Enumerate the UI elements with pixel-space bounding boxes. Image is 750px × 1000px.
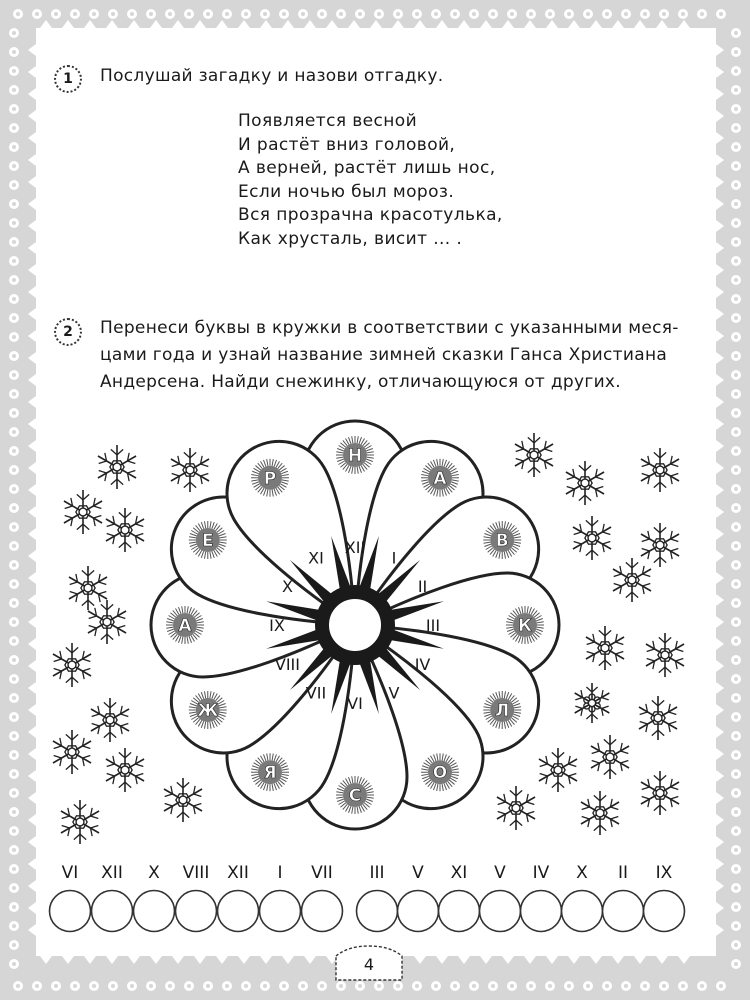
answer-word1-month-label: XII — [101, 863, 123, 883]
snowflake-branch — [558, 752, 564, 758]
petal-month-label: II — [417, 577, 428, 596]
snowflake-branch — [654, 527, 660, 533]
snowflake-branch — [659, 637, 665, 643]
snowflake-branch — [654, 452, 660, 458]
snowflake-branch — [104, 702, 110, 708]
answer-word1-letter-circle[interactable] — [260, 891, 301, 932]
snowflake — [494, 786, 538, 830]
answer-word2-month-label: II — [617, 863, 629, 883]
petal-letter: Ж — [197, 701, 219, 721]
snowflake-branch — [80, 834, 86, 840]
snowflake-branch — [66, 734, 72, 740]
snowflake-branch — [74, 804, 80, 810]
snowflake-branch — [658, 700, 664, 706]
snowflake-branch — [125, 542, 131, 548]
petal-month-label: VIII — [274, 655, 301, 674]
snowflake-branch — [88, 570, 94, 576]
snowflake — [636, 696, 680, 740]
snowflake-hub — [68, 748, 76, 756]
answer-word2-month-label: III — [369, 863, 385, 883]
snowflake — [512, 433, 556, 477]
snowflake-branch — [585, 465, 591, 471]
riddle-line: Если ночью был мороз. — [238, 181, 455, 202]
answer-word1-month-label: XII — [227, 863, 249, 883]
snowflake — [610, 558, 654, 602]
snowflake-branch — [604, 739, 610, 745]
petal-month-label: X — [281, 577, 293, 596]
snowflake — [536, 748, 580, 792]
snowflake-branch — [510, 790, 516, 796]
snowflake-branch — [579, 495, 585, 501]
answer-word1-month-label: I — [277, 863, 283, 883]
snowflake — [66, 566, 110, 610]
snowflake-hub — [179, 796, 187, 804]
petal-letter: А — [178, 616, 192, 636]
snowflake-branch — [605, 630, 611, 636]
snowflake-branch — [510, 820, 516, 826]
petal-letter: Н — [347, 446, 363, 466]
snowflake-branch — [72, 734, 78, 740]
snowflake-branch — [110, 732, 116, 738]
riddle-line: Появляется весной — [238, 111, 418, 131]
snowflake-branch — [72, 647, 78, 653]
snowflake-hub — [628, 576, 636, 584]
snowflake-branch — [594, 825, 600, 831]
snowflake-hub — [606, 753, 614, 761]
snowflake-branch — [107, 604, 113, 610]
petal-letter: О — [432, 763, 448, 784]
petal-letter: Е — [201, 531, 214, 551]
snowflake — [563, 461, 607, 505]
snowflake-branch — [632, 562, 638, 568]
snowflake-branch — [579, 465, 585, 471]
snowflake-branch — [66, 677, 72, 683]
month-flower — [151, 421, 559, 829]
snowflake — [578, 791, 622, 835]
snowflake-branch — [658, 730, 664, 736]
snowflake-branch — [119, 782, 125, 788]
snowflake-branch — [586, 550, 592, 556]
answer-word2-month-label: X — [576, 863, 588, 883]
answer-word1-letter-circle[interactable] — [50, 891, 91, 932]
petal-month-label: IX — [269, 616, 285, 635]
snowflake-branch — [82, 570, 88, 576]
snowflake-branch — [80, 804, 86, 810]
snowflake-hub — [581, 479, 589, 487]
snowflake-branch — [528, 437, 534, 443]
snowflake-branch — [528, 467, 534, 473]
answer-word2-month-label: XI — [450, 863, 468, 883]
snowflake — [161, 778, 205, 822]
snowflake-branch — [592, 520, 598, 526]
odd-snowflake — [572, 683, 612, 723]
riddle-line: Как хрусталь, висит ... . — [238, 228, 463, 249]
answer-word1-letter-circle[interactable] — [176, 891, 217, 932]
snowflake-branch — [82, 600, 88, 606]
snowflake-hub — [68, 661, 76, 669]
petal-letter: Л — [495, 701, 510, 721]
snowflake — [85, 600, 129, 644]
answer-word2-month-label: V — [412, 863, 424, 883]
snowflake — [50, 643, 94, 687]
answer-word1-month-label: VII — [311, 863, 333, 883]
petal-month-label: III — [425, 616, 441, 635]
snowflake-branch — [592, 550, 598, 556]
page-number: 4 — [363, 955, 375, 974]
snowflake-hub — [103, 618, 111, 626]
snowflake-branch — [177, 812, 183, 818]
snowflake-branch — [66, 764, 72, 770]
snowflake-branch — [110, 702, 116, 708]
snowflake-branch — [652, 730, 658, 736]
answer-word1-letter-circle[interactable] — [92, 891, 133, 932]
task-1-instruction: Послушай загадку и назови отгадку. — [100, 66, 444, 86]
answer-word1-letter-circle[interactable] — [302, 891, 343, 932]
snowflake-branch — [660, 805, 666, 811]
snowflake-hub — [530, 451, 538, 459]
snowflake-branch — [72, 764, 78, 770]
answer-word2-letter-circle[interactable] — [398, 891, 439, 932]
petal-month-label: XII — [344, 538, 366, 557]
snowflake-branch — [104, 732, 110, 738]
petal-month-label: V — [388, 683, 400, 703]
snowflake-branch — [660, 452, 666, 458]
snowflake-branch — [107, 634, 113, 640]
snowflake-hub — [654, 714, 662, 722]
snowflake — [103, 748, 147, 792]
snowflake-hub — [554, 766, 562, 774]
snowflake-hub — [601, 644, 609, 652]
snowflake-branch — [83, 494, 89, 500]
petal-month-label: VII — [305, 683, 327, 703]
snowflake-hub — [656, 466, 664, 474]
snowflake-branch — [626, 592, 632, 598]
snowflake — [103, 508, 147, 552]
snowflake-branch — [534, 437, 540, 443]
snowflake — [643, 633, 687, 677]
snowflake-branch — [177, 782, 183, 788]
snowflake — [88, 698, 132, 742]
petal-month-label: VI — [347, 694, 363, 713]
snowflake-branch — [626, 562, 632, 568]
snowflake-hub — [588, 534, 596, 542]
snowflake-branch — [604, 769, 610, 775]
riddle-line: А верней, растёт лишь нос, — [238, 158, 496, 178]
snowflake-branch — [72, 677, 78, 683]
snowflake-branch — [610, 739, 616, 745]
answer-word1-letter-circle[interactable] — [218, 891, 259, 932]
snowflake-branch — [77, 494, 83, 500]
riddle-line: И растёт вниз головой, — [238, 134, 456, 155]
snowflake-branch — [660, 557, 666, 563]
snowflake-branch — [558, 782, 564, 788]
snowflake-branch — [111, 449, 117, 455]
answer-word2-month-label: V — [494, 863, 506, 883]
answer-word1-month-label: VI — [61, 863, 79, 883]
instruction-line: Перенеси буквы в кружки в соответствии с указанными меся- — [100, 318, 679, 338]
answer-word2-letter-circle[interactable] — [562, 891, 603, 932]
petal-month-label: IV — [414, 655, 431, 674]
answer-word2-letter-circle[interactable] — [603, 891, 644, 932]
snowflake-branch — [125, 752, 131, 758]
answer-word1-month-label: X — [148, 863, 160, 883]
snowflake — [58, 800, 102, 844]
snowflake-hub — [121, 526, 129, 534]
answer-area — [50, 863, 685, 932]
petal-month-label: XI — [308, 548, 324, 568]
snowflake-branch — [586, 520, 592, 526]
snowflake-branch — [117, 449, 123, 455]
answer-word2-letter-circle[interactable] — [644, 891, 685, 932]
snowflake-branch — [652, 700, 658, 706]
snowflake — [638, 448, 682, 492]
petal-letter: К — [518, 616, 532, 636]
snowflake-branch — [125, 782, 131, 788]
petal-month-label: I — [391, 548, 397, 568]
snowflake-hub — [106, 716, 114, 724]
answer-word2-month-label: IX — [655, 863, 673, 883]
answer-word1-month-label: VIII — [182, 863, 210, 883]
snowflake-branch — [119, 512, 125, 518]
snowflake — [50, 730, 94, 774]
petal-letter: А — [433, 468, 447, 489]
snowflake-branch — [600, 795, 606, 801]
snowflake-branch — [592, 714, 598, 719]
snowflake-branch — [660, 775, 666, 781]
snowflake-branch — [585, 495, 591, 501]
snowflake-branch — [599, 660, 605, 666]
snowflake-branch — [101, 604, 107, 610]
snowflake-branch — [101, 634, 107, 640]
snowflake-branch — [665, 637, 671, 643]
snowflake — [61, 490, 105, 534]
petal-letter: С — [348, 786, 362, 806]
snowflake-branch — [190, 482, 196, 488]
answer-word2-letter-circle[interactable] — [521, 891, 562, 932]
snowflake — [168, 448, 212, 492]
snowflake-branch — [660, 527, 666, 533]
snowflake-branch — [77, 524, 83, 530]
snowflake-branch — [88, 600, 94, 606]
answer-word2-month-label: IV — [532, 863, 550, 883]
snowflake-branch — [190, 452, 196, 458]
snowflake-branch — [610, 769, 616, 775]
snowflake — [588, 735, 632, 779]
answer-word2-letter-circle[interactable] — [480, 891, 521, 932]
snowflake-branch — [594, 795, 600, 801]
snowflake-branch — [592, 687, 598, 692]
answer-word1-letter-circle[interactable] — [134, 891, 175, 932]
snowflake — [638, 523, 682, 567]
snowflake-branch — [516, 790, 522, 796]
snowflake-branch — [654, 805, 660, 811]
instruction-line: Андерсена. Найди снежинку, отличающуюся от других. — [100, 372, 621, 392]
snowflake-branch — [66, 647, 72, 653]
snowflake-hub — [512, 804, 520, 812]
snowflake-branch — [83, 524, 89, 530]
snowflake-branch — [552, 752, 558, 758]
snowflake-branch — [654, 557, 660, 563]
snowflake-hub — [596, 809, 604, 817]
snowflake-branch — [184, 452, 190, 458]
snowflake-branch — [654, 482, 660, 488]
snowflake-branch — [125, 512, 131, 518]
snowflake-hub — [186, 466, 194, 474]
snowflake-branch — [119, 752, 125, 758]
snowflake-hub — [79, 508, 87, 516]
snowflake-branch — [117, 479, 123, 485]
snowflake-branch — [599, 630, 605, 636]
snowflake-hub — [656, 789, 664, 797]
snowflake-branch — [516, 820, 522, 826]
riddle-line: Вся прозрачна красотулька, — [238, 205, 503, 225]
answer-word2-letter-circle[interactable] — [439, 891, 480, 932]
task-1-badge: 1 — [54, 65, 82, 93]
snowflake-branch — [184, 482, 190, 488]
snowflake-branch — [632, 592, 638, 598]
petal-letter: В — [495, 531, 509, 551]
snowflake-hub — [84, 584, 92, 592]
instruction-line: цами года и узнай название зимней сказки Ганса Христиана — [100, 345, 668, 365]
task-2-badge: 2 — [54, 318, 82, 346]
snowflake-hub — [121, 766, 129, 774]
snowflake-branch — [660, 482, 666, 488]
snowflake-hub — [588, 699, 595, 706]
petal-letter: Я — [263, 763, 277, 784]
snowflake-branch — [119, 542, 125, 548]
snowflake-branch — [665, 667, 671, 673]
snowflake — [570, 516, 614, 560]
snowflake-branch — [600, 825, 606, 831]
snowflake-branch — [534, 467, 540, 473]
snowflake-branch — [654, 775, 660, 781]
answer-word2-letter-circle[interactable] — [357, 891, 398, 932]
snowflake-hub — [113, 463, 121, 471]
snowflake-branch — [183, 812, 189, 818]
snowflake-branch — [74, 834, 80, 840]
snowflake-branch — [659, 667, 665, 673]
snowflake — [638, 771, 682, 815]
snowflake-hub — [76, 818, 84, 826]
snowflake-branch — [605, 660, 611, 666]
snowflake-branch — [111, 479, 117, 485]
snowflake — [583, 626, 627, 670]
petal-letter: Р — [263, 468, 277, 489]
snowflake-branch — [586, 714, 592, 719]
snowflake-branch — [183, 782, 189, 788]
snowflake-branch — [586, 687, 592, 692]
snowflake — [95, 445, 139, 489]
flower-core — [328, 598, 382, 652]
snowflake-branch — [552, 782, 558, 788]
snowflake-hub — [656, 541, 664, 549]
snowflake-hub — [661, 651, 669, 659]
